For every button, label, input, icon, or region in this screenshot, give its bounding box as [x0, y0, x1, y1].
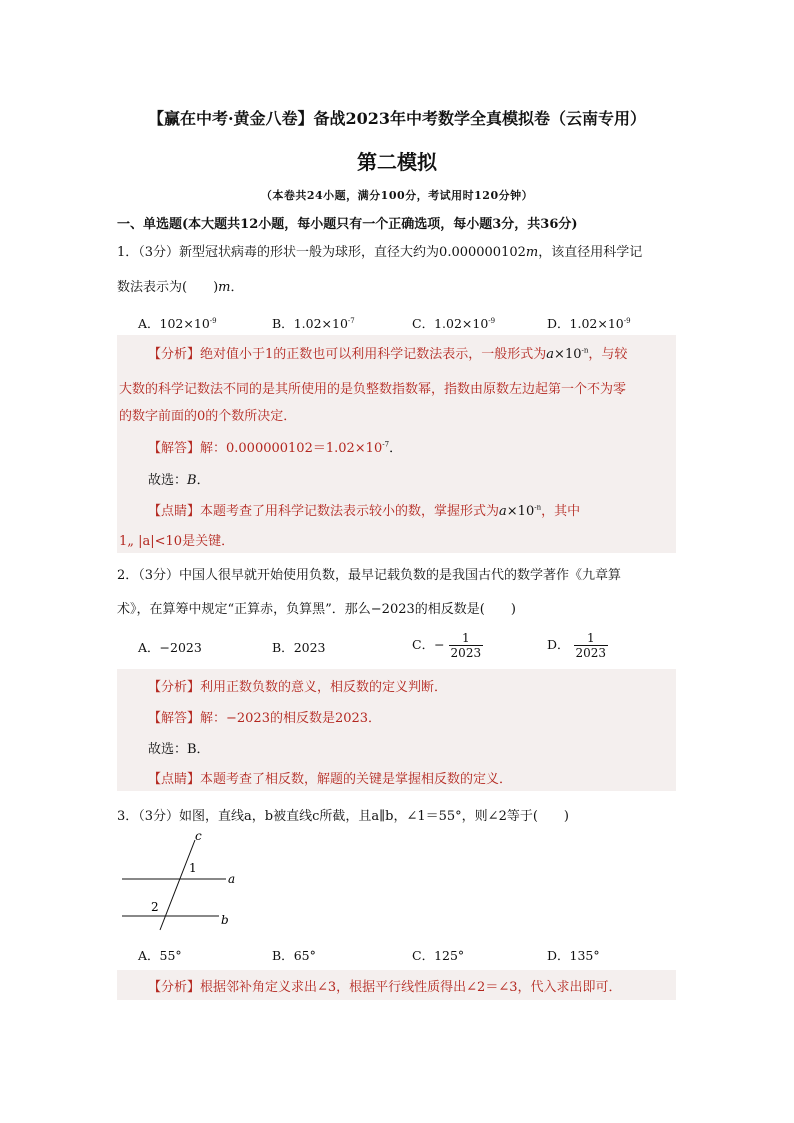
- option-label: A．: [138, 316, 160, 331]
- q1-option-c[interactable]: [412, 314, 495, 332]
- choice-letter: B: [187, 473, 197, 488]
- option-exp: -7: [347, 316, 355, 325]
- option-label: A．: [138, 640, 160, 655]
- fraction-denominator: 2023: [575, 646, 607, 660]
- option-label: B．: [272, 948, 294, 963]
- option-base: 1.02×10: [293, 316, 348, 331]
- option-sign: −: [434, 637, 445, 652]
- answer-exp: -7: [382, 440, 390, 449]
- comment-text-end: ，其中: [541, 504, 581, 519]
- times-ten: ×10: [506, 504, 535, 519]
- fraction-denominator: 2023: [450, 646, 482, 660]
- option-label: C．: [412, 316, 435, 331]
- option-text: 65°: [293, 948, 316, 963]
- q1-text-end: ，该直径用科学记: [538, 245, 643, 260]
- option-exp: -9: [209, 316, 217, 325]
- page-subtitle: 第二模拟: [357, 150, 437, 174]
- q2-option-d[interactable]: [547, 631, 608, 660]
- q3-line1: 3．（3分）如图，直线a，b被直线c所截，且a∥b，∠1＝55°，则∠2等于( ): [117, 809, 569, 824]
- q2-option-b[interactable]: [272, 638, 326, 656]
- exp: -n: [581, 346, 589, 355]
- q2-analysis: 【分析】利用正数负数的意义，相反数的定义判断．: [148, 680, 448, 695]
- q1-unit: m: [525, 245, 539, 260]
- option-label: B．: [272, 316, 294, 331]
- label-c: c: [195, 829, 202, 843]
- option-text: 125°: [434, 948, 465, 963]
- q3-figure: [115, 828, 245, 932]
- analysis-text: 【分析】绝对值小于1的正数也可以利用科学记数法表示，一般形式为: [148, 347, 547, 362]
- option-label: D．: [547, 316, 570, 331]
- fraction: [449, 631, 484, 660]
- option-label: C．: [412, 637, 435, 652]
- angle-1-label: 1: [189, 861, 197, 875]
- q1-comment-line1: [148, 500, 580, 519]
- option-text: 55°: [159, 948, 182, 963]
- option-text: 2023: [293, 640, 326, 655]
- q2-choice: 故选：B．: [148, 742, 210, 757]
- option-label: D．: [547, 637, 570, 652]
- answer-text: 【解答】解：0.000000102＝1.02×10: [148, 441, 383, 456]
- exam-info: （本卷共24小题，满分100分，考试用时120分钟）: [260, 189, 534, 202]
- exp: -n: [534, 503, 542, 512]
- label-a: a: [228, 872, 236, 886]
- fraction-numerator: 1: [574, 631, 609, 646]
- q3-option-a[interactable]: [138, 946, 182, 964]
- q1-analysis-line2: 大数的科学记数法不同的是其所使用的是负整数指数幂，指数由原数左边起第一个不为零: [119, 382, 627, 397]
- q1-option-d[interactable]: [547, 314, 631, 332]
- q2-line2: 术》，在算筹中规定“正算赤，负算黑”．那么−2023的相反数是( ): [117, 602, 516, 617]
- option-base: 102×10: [159, 316, 210, 331]
- q1-analysis-line1: [148, 343, 627, 362]
- option-text: 135°: [569, 948, 600, 963]
- option-label: D．: [547, 948, 570, 963]
- q1-line2: [117, 276, 244, 295]
- q2-answer: 【解答】解：−2023的相反数是2023．: [148, 711, 382, 726]
- q2-option-a[interactable]: [138, 638, 202, 656]
- option-exp: -9: [623, 316, 631, 325]
- q2-option-c[interactable]: [412, 631, 483, 660]
- option-exp: -9: [488, 316, 496, 325]
- angle-2-label: 2: [151, 900, 159, 914]
- q1-line1: [117, 241, 642, 260]
- choice-text: 故选：: [148, 473, 188, 488]
- choice-end: ．: [196, 473, 210, 488]
- q1-line2-end: ．: [230, 280, 244, 295]
- q1-line2-text: 数法表示为( ): [117, 280, 219, 295]
- section-heading: 一、单选题(本大题共12小题，每小题只有一个正确选项，每小题3分，共36分): [117, 217, 578, 232]
- q1-choice: [148, 469, 210, 488]
- q1-option-a[interactable]: [138, 314, 217, 332]
- option-label: B．: [272, 640, 294, 655]
- q2-comment: 【点睛】本题考查了相反数，解题的关键是掌握相反数的定义．: [148, 772, 513, 787]
- option-label: A．: [138, 948, 160, 963]
- answer-end: ．: [389, 441, 403, 456]
- fraction-numerator: 1: [449, 631, 484, 646]
- option-base: 1.02×10: [434, 316, 489, 331]
- times-ten: ×10: [554, 347, 582, 362]
- q1-answer: [148, 437, 402, 456]
- option-label: C．: [412, 948, 435, 963]
- q1-option-b[interactable]: [272, 314, 355, 332]
- q3-option-d[interactable]: [547, 946, 600, 964]
- comment-text: 【点睛】本题考查了用科学记数法表示较小的数，掌握形式为: [148, 504, 500, 519]
- fraction: [574, 631, 609, 660]
- option-base: 1.02×10: [569, 316, 624, 331]
- q1-line2-unit: m: [218, 280, 231, 295]
- q1-text: 1．（3分）新型冠状病毒的形状一般为球形，直径大约为0.000000102: [117, 245, 526, 260]
- option-text: −2023: [159, 640, 202, 655]
- q2-line1: 2．（3分）中国人很早就开始使用负数，最早记载负数的是我国古代的数学著作《九章算: [117, 568, 622, 583]
- label-b: b: [221, 913, 229, 927]
- q3-analysis: 【分析】根据邻补角定义求出∠3，根据平行线性质得出∠2＝∠3，代入求出即可．: [148, 980, 622, 995]
- q1-analysis-line3: 的数字前面的0的个数所决定．: [119, 409, 297, 424]
- page-title: 【赢在中考·黄金八卷】备战2023年中考数学全真模拟卷（云南专用）: [147, 109, 647, 128]
- q1-comment-line2: 1„ |a|<10是关键．: [119, 534, 235, 549]
- var-a: a: [499, 504, 507, 519]
- var-a: a: [546, 347, 555, 362]
- q3-option-b[interactable]: [272, 946, 316, 964]
- q3-option-c[interactable]: [412, 946, 464, 964]
- analysis-text-end: ，与较: [588, 347, 628, 362]
